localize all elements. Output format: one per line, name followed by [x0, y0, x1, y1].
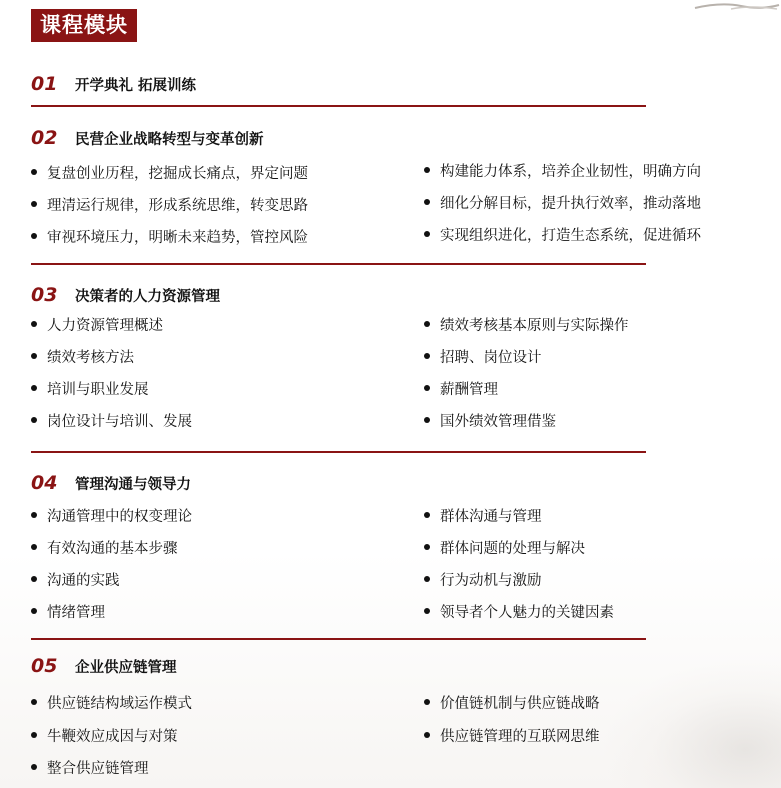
- list-item: 供应链管理的互联网思维: [424, 726, 600, 748]
- list-item: 整合供应链管理: [31, 758, 149, 780]
- section-number: 01: [31, 73, 58, 95]
- list-item: 绩效考核基本原则与实际操作: [424, 315, 629, 337]
- ink-wash-decoration: [601, 658, 781, 788]
- bullet-icon: [31, 417, 37, 423]
- bullet-icon: [31, 385, 37, 391]
- list-item: 人力资源管理概述: [31, 315, 163, 337]
- list-item: 薪酬管理: [424, 379, 498, 401]
- list-item: 供应链结构域运作模式: [31, 693, 192, 715]
- section-03-header: [31, 283, 220, 307]
- list-item: 实现组织进化，打造生态系统，促进循环: [424, 225, 701, 247]
- section-title: 民营企业战略转型与变革创新: [75, 131, 264, 148]
- section-divider: [31, 263, 646, 265]
- bullet-icon: [31, 608, 37, 614]
- bullet-icon: [424, 321, 430, 327]
- bullet-icon: [31, 544, 37, 550]
- bullet-icon: [31, 353, 37, 359]
- list-item: 群体问题的处理与解决: [424, 538, 585, 560]
- list-item: 招聘、岗位设计: [424, 347, 542, 369]
- section-title: 开学典礼 拓展训练: [75, 77, 197, 94]
- bullet-icon: [424, 732, 430, 738]
- bullet-icon: [424, 544, 430, 550]
- bullet-icon: [31, 732, 37, 738]
- bullet-icon: [31, 233, 37, 239]
- bullet-icon: [424, 417, 430, 423]
- brush-stroke-decoration: [691, 0, 781, 14]
- list-item: 领导者个人魅力的关键因素: [424, 602, 614, 624]
- bullet-icon: [424, 353, 430, 359]
- section-title: 企业供应链管理: [75, 659, 177, 676]
- list-item: 价值链机制与供应链战略: [424, 693, 600, 715]
- section-05-header: [31, 654, 177, 678]
- bullet-icon: [31, 764, 37, 770]
- bullet-icon: [31, 512, 37, 518]
- bullet-icon: [424, 199, 430, 205]
- bullet-icon: [424, 385, 430, 391]
- list-item: 复盘创业历程，挖掘成长痛点，界定问题: [31, 163, 308, 185]
- list-item: 有效沟通的基本步骤: [31, 538, 178, 560]
- list-item: 群体沟通与管理: [424, 506, 542, 528]
- list-item: 绩效考核方法: [31, 347, 134, 369]
- list-item: 构建能力体系，培养企业韧性，明确方向: [424, 161, 701, 183]
- section-number: 02: [31, 127, 58, 149]
- bullet-icon: [424, 231, 430, 237]
- section-02-header: [31, 126, 264, 150]
- list-item: 岗位设计与培训、发展: [31, 411, 192, 433]
- bullet-icon: [424, 167, 430, 173]
- bullet-icon: [31, 699, 37, 705]
- list-item: 牛鞭效应成因与对策: [31, 726, 178, 748]
- list-item: 沟通管理中的权变理论: [31, 506, 192, 528]
- bullet-icon: [31, 321, 37, 327]
- section-number: 03: [31, 284, 58, 306]
- section-number: 05: [31, 655, 58, 677]
- list-item: 理清运行规律，形成系统思维，转变思路: [31, 195, 308, 217]
- section-divider: [31, 451, 646, 453]
- list-item: 国外绩效管理借鉴: [424, 411, 556, 433]
- section-number: 04: [31, 472, 58, 494]
- bullet-icon: [31, 576, 37, 582]
- section-title: 管理沟通与领导力: [75, 476, 191, 493]
- list-item: 审视环境压力，明晰未来趋势，管控风险: [31, 227, 308, 249]
- section-divider: [31, 638, 646, 640]
- section-01-header: [31, 72, 196, 96]
- list-item: 行为动机与激励: [424, 570, 542, 592]
- bullet-icon: [424, 512, 430, 518]
- module-title: 课程模块: [31, 9, 137, 42]
- list-item: 沟通的实践: [31, 570, 120, 592]
- bullet-icon: [31, 169, 37, 175]
- bullet-icon: [424, 576, 430, 582]
- bullet-icon: [424, 699, 430, 705]
- bullet-icon: [424, 608, 430, 614]
- list-item: 培训与职业发展: [31, 379, 149, 401]
- bullet-icon: [31, 201, 37, 207]
- list-item: 情绪管理: [31, 602, 105, 624]
- section-04-header: [31, 471, 191, 495]
- list-item: 细化分解目标，提升执行效率，推动落地: [424, 193, 701, 215]
- section-divider: [31, 105, 646, 107]
- section-title: 决策者的人力资源管理: [75, 288, 220, 305]
